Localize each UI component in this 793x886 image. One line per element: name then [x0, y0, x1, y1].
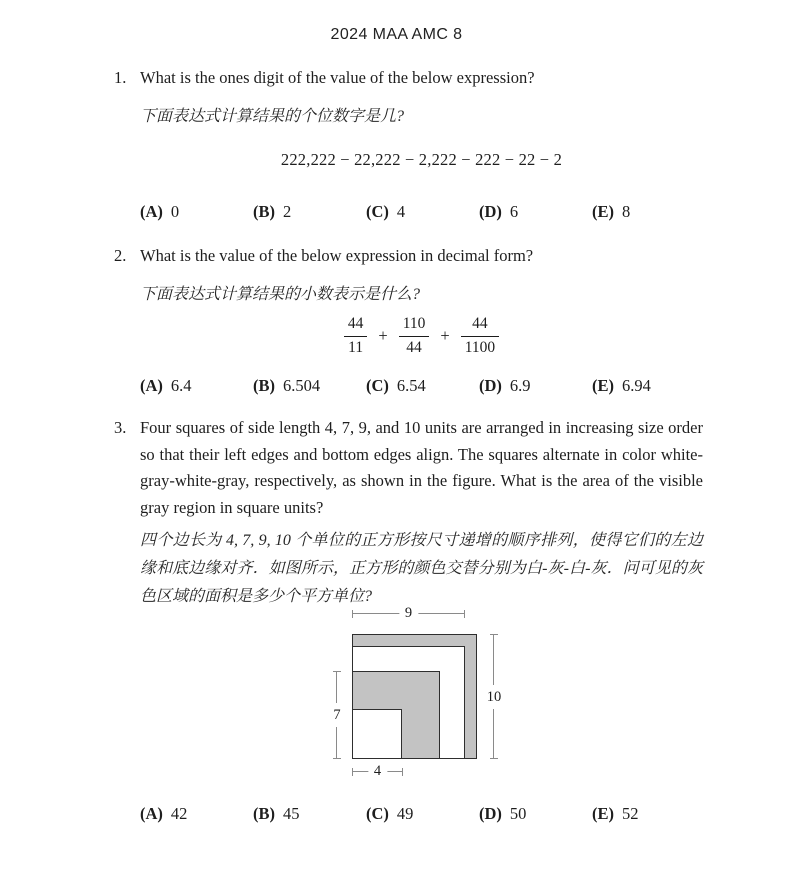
choice-label: (C): [366, 202, 389, 221]
choice-label: (C): [366, 804, 389, 823]
dimension-line-right: [486, 634, 502, 759]
choice-label: (A): [140, 202, 163, 221]
fraction-numerator: 110: [399, 315, 430, 337]
question-3-number: 3.: [114, 418, 127, 437]
dimension-label-4: 4: [368, 762, 387, 781]
question-1: [0, 65, 793, 225]
choice-a: [140, 373, 253, 399]
fraction-numerator: 44: [461, 315, 499, 337]
choice-value: 52: [622, 804, 639, 823]
question-2-body: [140, 243, 703, 399]
fraction-denominator: 11: [348, 338, 364, 356]
fraction-denominator: 1100: [464, 338, 496, 356]
choice-d: [479, 373, 592, 399]
choice-a: [140, 801, 253, 827]
fraction-1: [344, 315, 368, 357]
question-3-text-en: Four squares of side length 4, 7, 9, and 10 units are arranged in increasing size order so that their left edges and bottom edges align. The squares alternate in color white-gray-white-gray, respectively, as shown in the figure. What is the area of the visible gray region in square units?: [140, 418, 703, 517]
choice-label: (D): [479, 202, 502, 221]
choice-value: 6.54: [396, 376, 426, 395]
fraction-denominator: 44: [406, 338, 422, 356]
dimension-line-left: [333, 671, 341, 759]
plus-operator: +: [378, 326, 388, 346]
question-3-body: [140, 415, 703, 827]
choice-b: [253, 373, 366, 399]
dimension-line-top: [352, 605, 465, 621]
choice-value: 2: [283, 202, 292, 221]
choice-value: 6.9: [509, 376, 531, 395]
nested-squares-figure: [325, 605, 535, 789]
choice-e: [592, 373, 651, 399]
question-2-expression: [140, 315, 703, 361]
plus-operator: +: [440, 326, 450, 346]
choice-a: [140, 199, 253, 225]
fraction-3: [461, 315, 499, 357]
choice-c: [366, 801, 479, 827]
choice-label: (A): [140, 376, 163, 395]
exam-title: 2024 MAA AMC 8: [330, 26, 463, 43]
question-1-choices: [140, 199, 703, 225]
fraction-numerator: 44: [344, 315, 368, 337]
choice-value: 8: [622, 202, 631, 221]
question-3-text-zh: 四个边长为 4, 7, 9, 10 个单位的正方形按尺寸递增的顺序排列，使得它们的左边缘和底边缘对齐．如图所示，正方形的颜色交替分别为白-灰-白-灰．问可见的灰色区域的面积是多少个平方单位?: [140, 532, 703, 605]
choice-value: 6: [509, 202, 519, 221]
question-2-text-zh: 下面表达式计算结果的小数表示是什么?: [140, 286, 421, 303]
question-1-number: 1.: [114, 68, 127, 87]
choice-e: [592, 801, 639, 827]
choice-label: (E): [592, 202, 614, 221]
dimension-label-10: 10: [486, 685, 503, 709]
choice-c: [366, 199, 479, 225]
choice-value: 0: [170, 202, 180, 221]
choice-label: (B): [253, 376, 275, 395]
choice-value: 49: [396, 804, 414, 823]
choice-value: 50: [509, 804, 527, 823]
question-2-choices: [140, 373, 703, 399]
question-1-body: [140, 65, 703, 225]
choice-b: [253, 801, 366, 827]
question-2: [0, 243, 793, 399]
dimension-label-7: 7: [332, 703, 341, 727]
fraction-2: [399, 315, 430, 357]
choice-label: (D): [479, 376, 502, 395]
choice-d: [479, 801, 592, 827]
choice-value: 6.504: [283, 376, 321, 395]
choice-c: [366, 373, 479, 399]
question-2-text-en: What is the value of the below expression in decimal form?: [140, 246, 534, 265]
dimension-line-bottom: [352, 763, 403, 779]
dimension-label-9: 9: [399, 604, 418, 623]
choice-label: (C): [366, 376, 389, 395]
choice-value: 4: [396, 202, 406, 221]
choice-label: (E): [592, 804, 614, 823]
question-3-choices: [140, 801, 703, 827]
choice-label: (A): [140, 804, 163, 823]
choice-d: [479, 199, 592, 225]
question-1-expression: 222,222 − 22,222 − 2,222 − 222 − 22 − 2: [280, 150, 563, 169]
choice-value: 45: [283, 804, 300, 823]
choice-label: (B): [253, 202, 275, 221]
choice-value: 6.4: [170, 376, 192, 395]
question-2-number: 2.: [114, 246, 127, 265]
choice-value: 42: [170, 804, 188, 823]
choice-e: [592, 199, 630, 225]
choice-label: (D): [479, 804, 502, 823]
choice-label: (B): [253, 804, 275, 823]
choice-b: [253, 199, 366, 225]
square-4-white: [352, 709, 402, 759]
question-1-text-zh: 下面表达式计算结果的个位数字是几?: [140, 108, 405, 125]
figure-wrap: [140, 605, 703, 789]
question-1-text-en: What is the ones digit of the value of the below expression?: [140, 68, 535, 87]
choice-label: (E): [592, 376, 614, 395]
choice-value: 6.94: [622, 376, 651, 395]
question-3: [0, 415, 793, 827]
